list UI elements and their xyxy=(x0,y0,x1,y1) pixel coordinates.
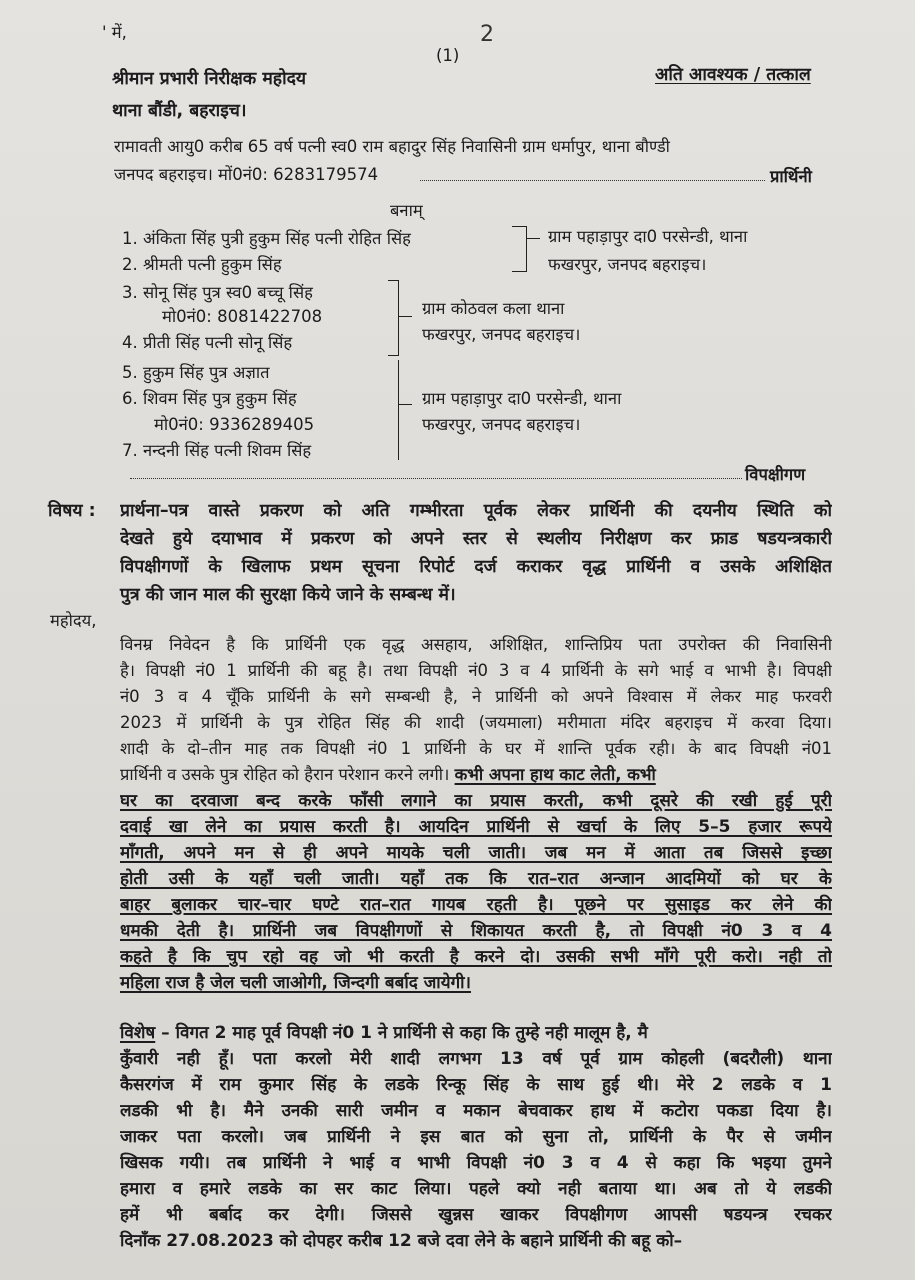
respondent-address: फखरपुर, जनपद बहराइच। xyxy=(548,255,707,274)
para-line: बाहर बुलाकर चार–चार घण्टे रात–रात गायब रहती है। पूछने पर सुसाइड कर लेने की xyxy=(120,895,832,915)
respondent-name: 1. अंकिता सिंह पुत्री हुकुम सिंह पत्नी रोहित सिंह xyxy=(122,229,411,248)
subject-line: पुत्र की जान माल की सुरक्षा किये जाने के सम्बन्ध में। xyxy=(120,585,456,605)
respondent-phone: मो0नं0: 9336289405 xyxy=(154,415,315,434)
bracket-tick xyxy=(526,238,540,239)
respondents-role: विपक्षीगण xyxy=(745,465,806,484)
respondent-address: ग्राम कोठवल कला थाना xyxy=(422,299,565,318)
para-line: कुँवारी नही हूँ। पता करलो मेरी शादी लगभग 13 वर्ष पूर्व ग्राम कोहली (बदरौली) थाना xyxy=(120,1049,832,1069)
para-line: नं0 3 व 4 चूँकि प्रार्थिनी के सगे सम्बन्धी है, ने प्रार्थिनी को अपने विश्वास में लेकर माह फरवरी xyxy=(120,687,832,706)
bracket xyxy=(512,226,527,272)
margin-mark: ' में, xyxy=(102,23,127,42)
dotted-leader xyxy=(420,180,765,181)
underlined-text: कभी अपना हाथ काट लेती, कभी xyxy=(454,765,656,784)
para-line: है। विपक्षी नं0 1 प्रार्थिनी की बहू है। तथा विपक्षी नं0 3 व 4 प्रार्थिनी के सगे भाई व भाभी है। विपक्षी xyxy=(120,661,832,680)
para-line: घर का दरवाजा बन्द करके फाँसी लगाने का प्रयास करती, कभी दूसरे की रखी हुई पूरी xyxy=(120,791,832,811)
dotted-leader xyxy=(130,478,742,479)
addressee-line2: थाना बौंडी, बहराइच। xyxy=(112,101,247,121)
subject-line: विपक्षीगणों के खिलाफ प्रथम सूचना रिपोर्ट दर्ज कराकर वृद्ध प्रार्थिनी व उसके अशिक्षित xyxy=(120,557,832,577)
para-line: लडकी भी है। मैने उनकी सारी जमीन व मकान बेचवाकर हाथ में कटोरा पकडा दिया है। xyxy=(120,1101,832,1121)
respondent-address: फखरपुर, जनपद बहराइच। xyxy=(422,415,581,434)
applicant-role: प्रार्थिनी xyxy=(770,167,812,186)
para-line: दिनाँक 27.08.2023 को दोपहर करीब 12 बजे दवा लेने के बहाने प्रार्थिनी की बहू को– xyxy=(120,1231,683,1251)
applicant-line1: रामावती आयु0 करीब 65 वर्ष पत्नी स्व0 राम बहादुर सिंह निवासिनी ग्राम धर्मापुर, थाना बौण्डी xyxy=(114,137,670,156)
para-line: दवाई खा लेने का प्रयास करती है। आयदिन प्रार्थिनी से खर्चा के लिए 5–5 हजार रूपये xyxy=(120,817,832,837)
salutation: महोदय, xyxy=(50,611,97,630)
applicant-line2: जनपद बहराइच। मों0नं0: 6283179574 xyxy=(114,165,379,184)
respondent-name: 2. श्रीमती पत्नी हुकुम सिंह xyxy=(122,255,282,274)
respondent-phone: मो0नं0: 8081422708 xyxy=(162,307,323,326)
versus-label: बनाम् xyxy=(390,201,423,220)
para-line: महिला राज है जेल चली जाओगी, जिन्दगी बर्बाद जायेगी। xyxy=(120,973,471,993)
para-line: कहते है कि चुप रहो वह जो भी करती है करने दो। उसकी सभी माँगे पूरी करो। नही तो xyxy=(120,947,832,967)
para-line: कैसरगंज में राम कुमार सिंह के लडके रिन्कू सिंह के साथ हुई थी। मेरे 2 लडके व 1 xyxy=(120,1075,832,1095)
bracket xyxy=(388,360,399,460)
respondent-name: 3. सोनू सिंह पुत्र स्व0 बच्चू सिंह xyxy=(122,283,313,302)
bracket xyxy=(388,280,399,356)
respondent-name: 6. शिवम सिंह पुत्र हुकुम सिंह xyxy=(122,389,297,408)
subject-line: देखते हुये दयाभाव में प्रकरण को अपने स्तर से स्थलीय निरीक्षण कर फ्राड षडयन्त्रकारी xyxy=(120,529,832,549)
subject-label: विषय : xyxy=(48,501,96,521)
addressee-line1: श्रीमान प्रभारी निरीक्षक महोदय xyxy=(112,69,307,89)
respondent-name: 7. नन्दनी सिंह पत्नी शिवम सिंह xyxy=(122,441,312,460)
para-line: हमें भी बर्बाद कर देगी। जिससे खुन्नस खाकर विपक्षीगण आपसी षडयन्त्र रचकर xyxy=(120,1205,832,1225)
page-number: (1) xyxy=(436,46,460,65)
para-line: धमकी देती है। प्रार्थिनी जब विपक्षीगणों से शिकायत करती है, तो विपक्षी नं0 3 व 4 xyxy=(120,921,832,941)
para-text: – विगत 2 माह पूर्व विपक्षी नं0 1 ने प्रार्थिनी से कहा कि तुम्हे नही मालूम है, मै xyxy=(155,1023,648,1043)
respondent-name: 4. प्रीती सिंह पत्नी सोनू सिंह xyxy=(122,333,293,352)
para-text: प्रार्थिनी व उसके पुत्र रोहित को हैरान परेशान करने लगी। xyxy=(120,765,450,784)
respondent-address: ग्राम पहाड़ापुर दा0 परसेन्डी, थाना xyxy=(548,227,748,246)
para-line xyxy=(120,762,832,785)
para-line xyxy=(120,1020,832,1043)
para-line: खिसक गयी। तब प्रार्थिनी ने भाई व भाभी विपक्षी नं0 3 व 4 से कहा कि भइया तुमने xyxy=(120,1153,832,1173)
subject-line: प्रार्थना–पत्र वास्ते प्रकरण को अति गम्भीरता पूर्वक लेकर प्रार्थिनी की दयनीय स्थिति को xyxy=(120,501,832,521)
para-line: हमारा व हमारे लडके का सर काट लिया। पहले क्यो नही बताया था। अब तो ये लडकी xyxy=(120,1179,832,1199)
bracket-tick xyxy=(398,404,412,405)
para-line: होती उसी के यहाँ चली जाती। यहाँ तक कि रात–रात अन्जान आदमियों को घर के xyxy=(120,869,832,889)
para-line: जाकर पता करलो। जब प्रार्थिनी ने इस बात को सुना तो, प्रार्थिनी के पैर से जमीन xyxy=(120,1127,832,1147)
respondent-name: 5. हुकुम सिंह पुत्र अज्ञात xyxy=(122,363,270,382)
handwritten-page-number: 2 xyxy=(480,22,494,47)
respondent-address: ग्राम पहाड़ापुर दा0 परसेन्डी, थाना xyxy=(422,389,622,408)
special-label: विशेष xyxy=(120,1023,156,1043)
bracket-tick xyxy=(398,316,412,317)
para-line: माँगती, अपने मन से ही अपने मायके चली जाती। जब मन में आता तब जिससे इच्छा xyxy=(120,843,832,863)
para-line: विनम्र निवेदन है कि प्रार्थिनी एक वृद्ध असहाय, अशिक्षित, शान्तिप्रिय पता उपरोक्त की निवासिनी xyxy=(120,635,832,654)
para-line: 2023 में प्रार्थिनी के पुत्र रोहित सिंह की शादी (जयमाला) मरीमाता मंदिर बहराइच में करवा दिया। xyxy=(120,713,832,732)
priority-label: अति आवश्यक / तत्काल xyxy=(655,65,811,85)
respondent-address: फखरपुर, जनपद बहराइच। xyxy=(422,325,581,344)
para-line: शादी के दो–तीन माह तक विपक्षी नं0 1 प्रार्थिनी के घर में शान्ति पूर्वक रही। के बाद विपक्षी नं01 xyxy=(120,739,832,758)
